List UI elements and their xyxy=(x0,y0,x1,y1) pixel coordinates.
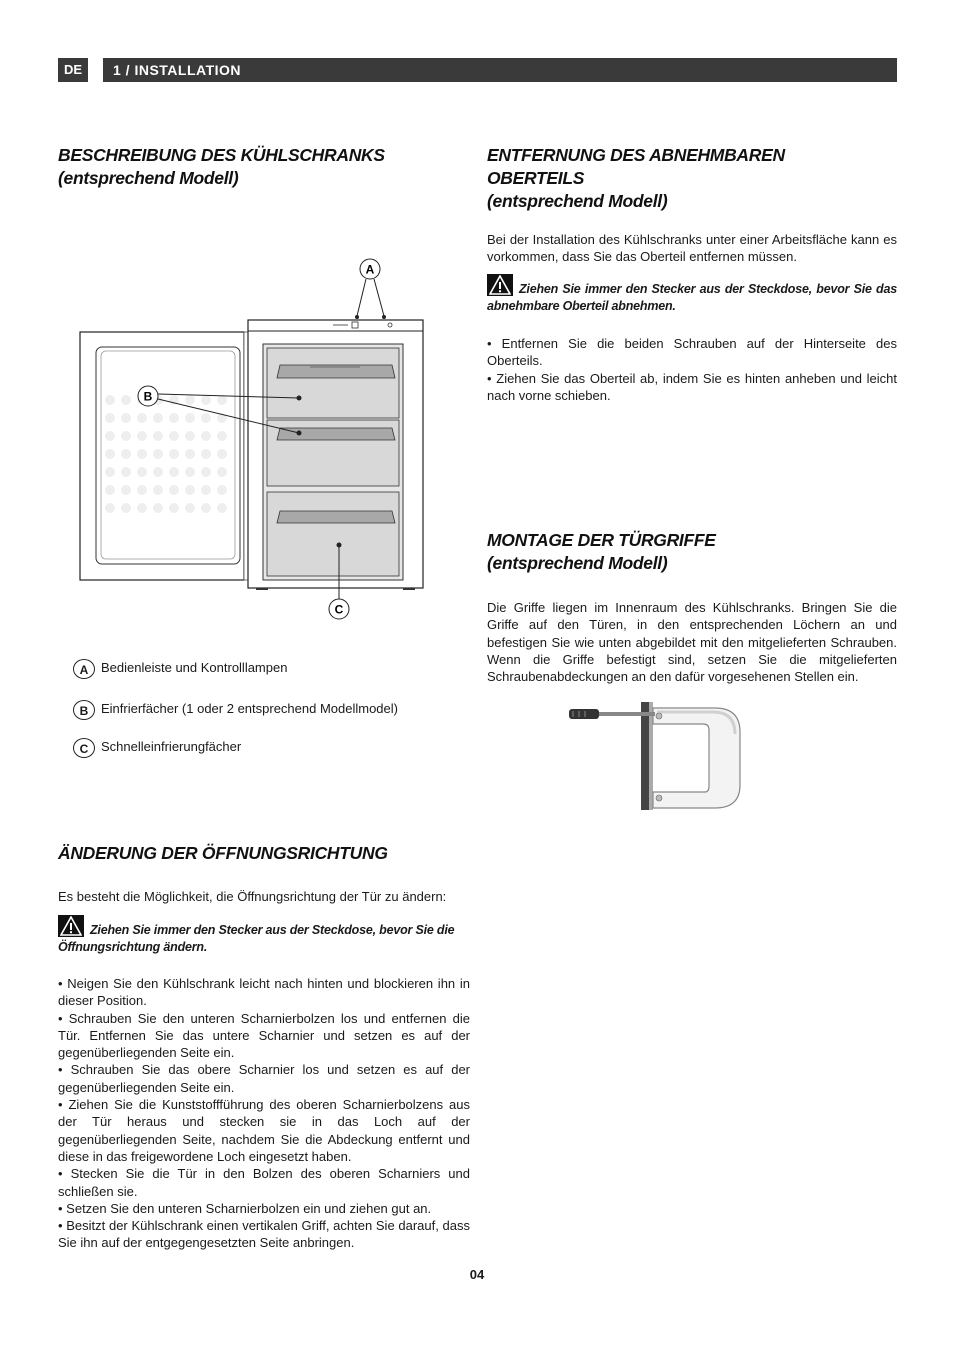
handle-illustration xyxy=(565,700,750,815)
door-edge xyxy=(641,702,649,810)
removable-top-intro: Bei der Installation des Kühlschranks unter einer Arbeitsfläche kann es vorkommen, dass Sie das Oberteil entfernen müssen. xyxy=(487,232,897,265)
drawer-3 xyxy=(267,492,399,576)
door-reversal-title: ÄNDERUNG DER ÖFFNUNGSRICHTUNG xyxy=(58,843,388,863)
fridge-diagram xyxy=(70,250,440,630)
handles-title-line1: MONTAGE DER TÜRGRIFFE xyxy=(487,530,716,550)
door-reversal-warning xyxy=(58,915,470,957)
page-number: 04 xyxy=(469,1267,485,1282)
legend-row-b xyxy=(73,699,398,720)
door-handle xyxy=(653,708,740,808)
legend-letter-b: B xyxy=(73,700,95,720)
screwdriver-shaft xyxy=(599,712,655,716)
door-step-6: • Setzen Sie den unteren Scharnierbolzen ein und ziehen gut an. xyxy=(58,1200,432,1216)
legend-row-c xyxy=(73,737,241,758)
drawer-1 xyxy=(267,348,399,418)
callout-b-label: B xyxy=(143,389,153,404)
legend-row-a xyxy=(73,658,287,679)
legend-text-b: Einfrierfächer (1 oder 2 entsprechend Modellmodel) xyxy=(101,701,398,716)
door-step-3: • Schrauben Sie das obere Scharnier los und setzen es auf der gegenüberliegenden Seite ein. xyxy=(58,1062,470,1095)
removable-top-steps xyxy=(487,335,897,404)
legend-text-c: Schnelleinfrierungfächer xyxy=(101,739,242,754)
warning-icon xyxy=(487,274,513,296)
door-step-2: • Schrauben Sie den unteren Scharnierbolzen los und entfernen die Tür. Entfernen Sie das untere Scharnier und setzen es auf der gegenüberliegenden Seite ein. xyxy=(58,1010,470,1061)
removable-top-title xyxy=(487,144,785,213)
door-step-7: • Besitzt der Kühlschrank einen vertikalen Griff, achten Sie darauf, dass Sie ihn auf der entgegengesetzten Seite anbringen. xyxy=(58,1218,470,1251)
description-title-line1: BESCHREIBUNG DES KÜHLSCHRANKS xyxy=(58,145,385,165)
door-reversal-intro: Es besteht die Möglichkeit, die Öffnungsrichtung der Tür zu ändern: xyxy=(58,889,447,904)
door-step-4: • Ziehen Sie die Kunststoffführung des oberen Scharnierbolzens aus der Tür heraus und stecken sie in das Loch auf der gegenüberliegenden Seite, nachdem Sie die Abdeckung entfernt und diese in das freigewordene Loch eingesetzt haben. xyxy=(58,1097,470,1164)
removable-top-title-line3: (entsprechend Modell) xyxy=(487,191,668,211)
removable-top-title-line1: ENTFERNUNG DES ABNEHMBAREN xyxy=(487,145,785,165)
language-tag: DE xyxy=(58,58,88,82)
section-header: 1 / INSTALLATION xyxy=(103,58,897,82)
top-step-2: • Ziehen Sie das Oberteil ab, indem Sie es hinten anheben und leicht nach vorne schieben. xyxy=(487,370,897,403)
legend-text-a: Bedienleiste und Kontrolllampen xyxy=(101,660,288,675)
door-reversal-warning-text: Ziehen Sie immer den Stecker aus der Steckdose, bevor Sie die Öffnungsrichtung ändern. xyxy=(58,923,455,955)
removable-top-warning xyxy=(487,274,897,316)
top-step-1: • Entfernen Sie die beiden Schrauben auf der Hinterseite des Oberteils. xyxy=(487,336,897,369)
door-reversal-steps xyxy=(58,975,470,1252)
legend-letter-c: C xyxy=(73,738,95,758)
door-step-1: • Neigen Sie den Kühlschrank leicht nach hinten und blockieren ihn in dieser Position. xyxy=(58,976,470,1009)
legend-letter-a: A xyxy=(73,659,95,679)
handles-text: Die Griffe liegen im Innenraum des Kühlschranks. Bringen Sie die Griffe auf den Türen, in den entsprechenden Löchern an und befestigen Sie wie unten abgebildet mit den mitgelieferten Schrauben. Wenn die Griffe befestigt sind, setzen Sie die mitgelieferten Schraubenabdeckungen an den dafür vorgesehenen Stellen ein. xyxy=(487,600,897,685)
handles-title xyxy=(487,529,716,575)
description-title-line2: (entsprechend Modell) xyxy=(58,168,239,188)
warning-icon xyxy=(58,915,84,937)
callout-a-label: A xyxy=(365,262,375,277)
door-step-5: • Stecken Sie die Tür in den Bolzen des oberen Scharniers und schließen sie. xyxy=(58,1166,470,1199)
description-title xyxy=(58,144,385,190)
callout-c-label: C xyxy=(334,602,344,617)
handles-title-line2: (entsprechend Modell) xyxy=(487,553,668,573)
removable-top-title-line2: OBERTEILS xyxy=(487,168,585,188)
removable-top-warning-text: Ziehen Sie immer den Stecker aus der Steckdose, bevor Sie das abnehmbare Oberteil abnehmen. xyxy=(487,282,897,314)
